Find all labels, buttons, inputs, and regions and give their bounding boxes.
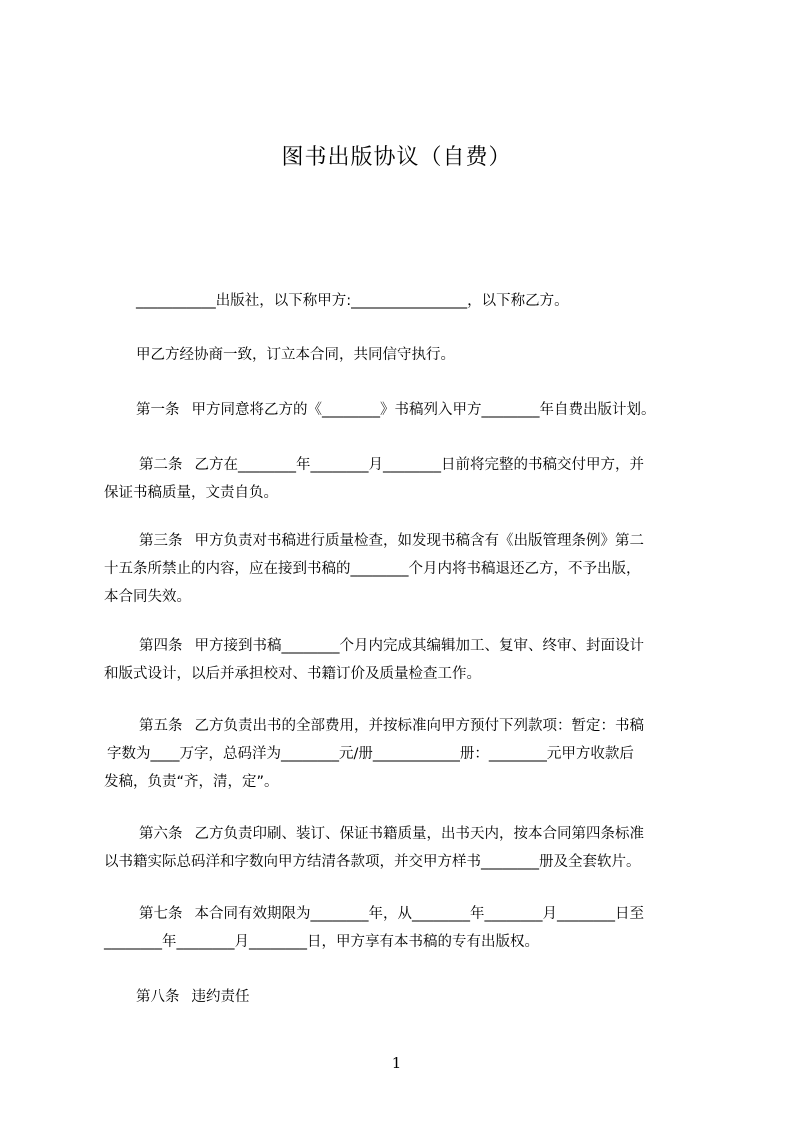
article-6-label: 第六条 bbox=[139, 826, 183, 842]
parties-paragraph bbox=[104, 287, 704, 315]
article-5-line-2: 字数为____万字，总码洋为________元/册____________册：________元甲方收款后 bbox=[107, 746, 634, 762]
article-3-label: 第三条 bbox=[139, 533, 183, 549]
article-3-line-3: 本合同失效。 bbox=[104, 589, 191, 605]
article-5 bbox=[104, 712, 704, 796]
article-8-line-1 bbox=[104, 983, 704, 1011]
article-7 bbox=[104, 900, 704, 956]
article-6-line-1 bbox=[104, 820, 704, 848]
article-6-text-1: 乙方负责印刷、装订、保证书籍质量，出书天内，按本合同第四条标准 bbox=[194, 826, 644, 842]
article-3-line-2: 十五条所禁止的内容，应在接到书稿的________个月内将书稿退还乙方，不予出版， bbox=[104, 561, 641, 577]
article-3-line-1 bbox=[104, 527, 704, 555]
article-1-line-1 bbox=[104, 396, 704, 424]
article-2-line-1 bbox=[104, 451, 704, 479]
article-5-text-1: 乙方负责出书的全部费用，并按标准向甲方预付下列款项：暂定：书稿 bbox=[194, 718, 644, 734]
article-7-line-2: ________年________月________日，甲方享有本书稿的专有出版权。 bbox=[104, 934, 539, 950]
article-6-line-2: 以书籍实际总码洋和字数向甲方结清各款项，并交甲方样书________册及全套软片。 bbox=[104, 854, 641, 870]
article-4-line-1 bbox=[104, 632, 704, 660]
article-8-text: 违约责任 bbox=[191, 989, 250, 1005]
article-6 bbox=[104, 820, 704, 876]
article-1 bbox=[104, 396, 704, 424]
article-5-label: 第五条 bbox=[139, 718, 183, 734]
agreement-paragraph bbox=[104, 341, 704, 369]
article-7-line-1 bbox=[104, 900, 704, 928]
article-1-text: 甲方同意将乙方的《________》书稿列入甲方________年自费出版计划。 bbox=[191, 402, 656, 418]
agreement-line: 甲乙方经协商一致，订立本合同，共同信守执行。 bbox=[136, 347, 455, 363]
article-2-line-2: 保证书稿质量，文责自负。 bbox=[104, 485, 278, 501]
article-2-text-1: 乙方在________年________月________日前将完整的书稿交付甲方，并 bbox=[194, 457, 644, 473]
article-2-label: 第二条 bbox=[139, 457, 183, 473]
article-8-label: 第八条 bbox=[136, 989, 180, 1005]
article-4-text-1: 甲方接到书稿________个月内完成其编辑加工、复审、终审、封面设计 bbox=[194, 638, 644, 654]
article-3-text-1: 甲方负责对书稿进行质量检查，如发现书稿含有《出版管理条例》第二 bbox=[194, 533, 644, 549]
article-5-line-1 bbox=[104, 712, 704, 740]
document-title: 图书出版协议（自费） bbox=[281, 145, 512, 170]
article-7-label: 第七条 bbox=[139, 906, 183, 922]
article-5-line-3: 发稿，负责“齐，清，定”。 bbox=[104, 774, 279, 790]
page-number: 1 bbox=[391, 1054, 402, 1072]
article-4-line-2: 和版式设计，以后并承担校对、书籍订价及质量检查工作。 bbox=[104, 666, 481, 682]
article-4 bbox=[104, 632, 704, 688]
article-8 bbox=[104, 983, 704, 1011]
parties-line: ___________出版社，以下称甲方:________________，以下称乙方。 bbox=[136, 293, 569, 309]
article-7-text-1: 本合同有效期限为________年，从________年________月________日至 bbox=[194, 906, 644, 922]
article-3 bbox=[104, 527, 704, 611]
article-2 bbox=[104, 451, 704, 507]
article-4-label: 第四条 bbox=[139, 638, 183, 654]
article-1-label: 第一条 bbox=[136, 402, 180, 418]
